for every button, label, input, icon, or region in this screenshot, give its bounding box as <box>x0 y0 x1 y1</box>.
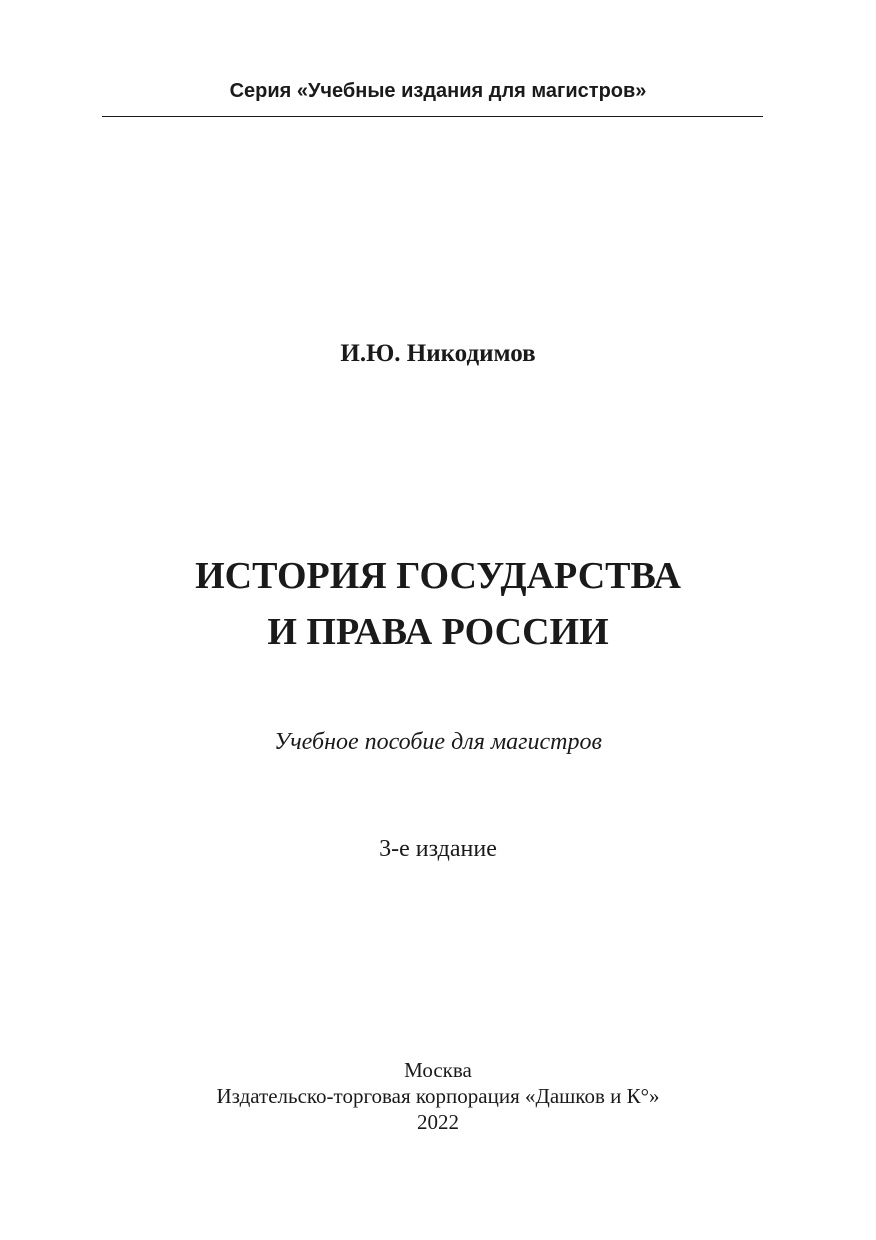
imprint-city: Москва <box>404 1058 472 1082</box>
imprint-publisher: Издательско-торговая корпорация «Дашков и К°» <box>216 1084 660 1108</box>
book-title <box>0 548 876 660</box>
header-divider <box>102 116 763 117</box>
imprint <box>0 1057 876 1135</box>
book-subtitle: Учебное пособие для магистров <box>274 729 602 755</box>
series-title: Серия «Учебные издания для магистров» <box>229 80 647 102</box>
edition-label: 3-е издание <box>379 836 497 862</box>
book-title-line-2: И ПРАВА РОССИИ <box>267 611 609 653</box>
author-name: И.Ю. Никодимов <box>340 340 536 367</box>
imprint-year: 2022 <box>417 1110 459 1134</box>
book-title-line-1: ИСТОРИЯ ГОСУДАРСТВА <box>195 555 681 597</box>
